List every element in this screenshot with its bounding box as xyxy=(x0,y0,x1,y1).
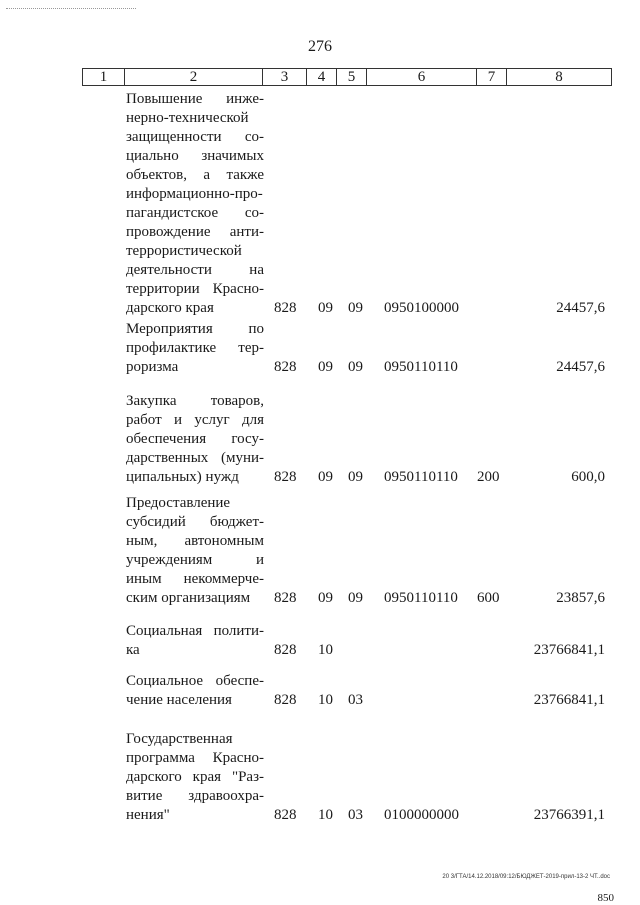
row-name-line: Социальная полити- xyxy=(126,623,264,639)
row-c6-value: 0100000000 xyxy=(384,807,459,823)
header-col-1: 1 xyxy=(83,69,125,85)
row-c8-value: 600,0 xyxy=(571,469,605,485)
header-col-3: 3 xyxy=(263,69,307,85)
row-c5-value: 09 xyxy=(348,469,363,485)
header-col-5: 5 xyxy=(337,69,367,85)
row-name-line: учреждениям и xyxy=(126,552,264,568)
row-c5-value: 03 xyxy=(348,807,363,823)
row-name-line: объектов, а также xyxy=(126,167,264,183)
row-c8-value: 23766841,1 xyxy=(533,692,605,708)
row-c4-value: 10 xyxy=(318,642,333,658)
row-name-line: террористической xyxy=(126,243,242,259)
row-c4-value: 10 xyxy=(318,807,333,823)
row-c4-value: 10 xyxy=(318,692,333,708)
row-name-line: ским организациям xyxy=(126,590,251,606)
row-c4-value: 09 xyxy=(318,469,333,485)
row-c3-value: 828 xyxy=(274,692,297,708)
row-name xyxy=(126,494,264,608)
row-name xyxy=(126,392,264,487)
row-c3-value: 828 xyxy=(274,300,297,316)
row-name-line: чение населения xyxy=(126,692,232,708)
row-name-line: Государственная xyxy=(126,731,233,747)
row-name-line: дарственных (муни- xyxy=(126,450,264,466)
header-col-7: 7 xyxy=(477,69,507,85)
table-header xyxy=(82,68,612,86)
row-c4-value: 09 xyxy=(318,359,333,375)
row-c3-value: 828 xyxy=(274,359,297,375)
row-name-line: дарского края xyxy=(126,300,214,316)
header-col-2: 2 xyxy=(125,69,263,85)
row-name xyxy=(126,622,264,660)
row-name-line: ципальных) нужд xyxy=(126,469,239,485)
header-col-4: 4 xyxy=(307,69,337,85)
row-name-line: работ и услуг для xyxy=(126,412,264,428)
header-col-6: 6 xyxy=(367,69,477,85)
row-c8-value: 24457,6 xyxy=(556,300,605,316)
row-name-line: ка xyxy=(126,642,140,658)
row-name-line: нения" xyxy=(126,807,170,823)
header-col-8: 8 xyxy=(555,69,563,85)
row-c8-value: 23766841,1 xyxy=(533,642,605,658)
row-name-line: нерно-технической xyxy=(126,110,249,126)
row-name-line: Социальное обеспе- xyxy=(126,673,264,689)
row-name-line: витие здравоохра- xyxy=(126,788,264,804)
row-name xyxy=(126,90,264,318)
row-name xyxy=(126,320,264,377)
row-name-line: защищенности со- xyxy=(126,129,264,145)
row-c5-value: 09 xyxy=(348,359,363,375)
row-name-line: иным некоммерче- xyxy=(126,571,264,587)
row-name-line: деятельности на xyxy=(126,262,264,278)
top-scan-line xyxy=(6,8,136,9)
row-name xyxy=(126,672,264,710)
row-name-line: профилактике тер- xyxy=(126,340,264,356)
row-c8-value: 23766391,1 xyxy=(533,807,605,823)
row-name-line: Мероприятия по xyxy=(126,321,264,337)
row-c5-value: 03 xyxy=(348,692,363,708)
row-c6-value: 0950110110 xyxy=(384,469,458,485)
row-c6-value: 0950100000 xyxy=(384,300,459,316)
page-number: 276 xyxy=(308,38,332,55)
row-c3-value: 828 xyxy=(274,807,297,823)
row-name-line: субсидий бюджет- xyxy=(126,514,264,530)
row-c5-value: 09 xyxy=(348,590,363,606)
row-c3-value: 828 xyxy=(274,642,297,658)
row-c3-value: 828 xyxy=(274,469,297,485)
row-name-line: Предоставление xyxy=(126,495,231,511)
row-c4-value: 09 xyxy=(318,300,333,316)
row-name xyxy=(126,730,264,825)
row-name-line: пагандистское со- xyxy=(126,205,264,221)
row-name-line: Повышение инже- xyxy=(126,91,264,107)
row-c6-value: 0950110110 xyxy=(384,359,458,375)
row-name-line: информационно-про- xyxy=(126,186,263,202)
row-c6-value: 0950110110 xyxy=(384,590,458,606)
row-c8-value: 24457,6 xyxy=(556,359,605,375)
row-name-line: циально значимых xyxy=(126,148,264,164)
row-c4-value: 09 xyxy=(318,590,333,606)
row-name-line: территории Красно- xyxy=(126,281,264,297)
file-footer: 20 3/ГТА/14.12.2018/09:12/БЮДЖЕТ-2019-прил-13-2 ЧТ..doc xyxy=(442,874,610,880)
row-c8-value: 23857,6 xyxy=(556,590,605,606)
row-name-line: программа Красно- xyxy=(126,750,264,766)
row-name-line: обеспечения госу- xyxy=(126,431,264,447)
row-name-line: роризма xyxy=(126,359,179,375)
row-c5-value: 09 xyxy=(348,300,363,316)
row-name-line: провождение анти- xyxy=(126,224,264,240)
row-c3-value: 828 xyxy=(274,590,297,606)
row-name-line: дарского края "Раз- xyxy=(126,769,264,785)
corner-mark: 850 xyxy=(597,892,614,904)
row-name-line: Закупка товаров, xyxy=(126,393,264,409)
row-c7-value: 200 xyxy=(477,469,500,485)
row-name-line: ным, автономным xyxy=(126,533,264,549)
row-c7-value: 600 xyxy=(477,590,500,606)
